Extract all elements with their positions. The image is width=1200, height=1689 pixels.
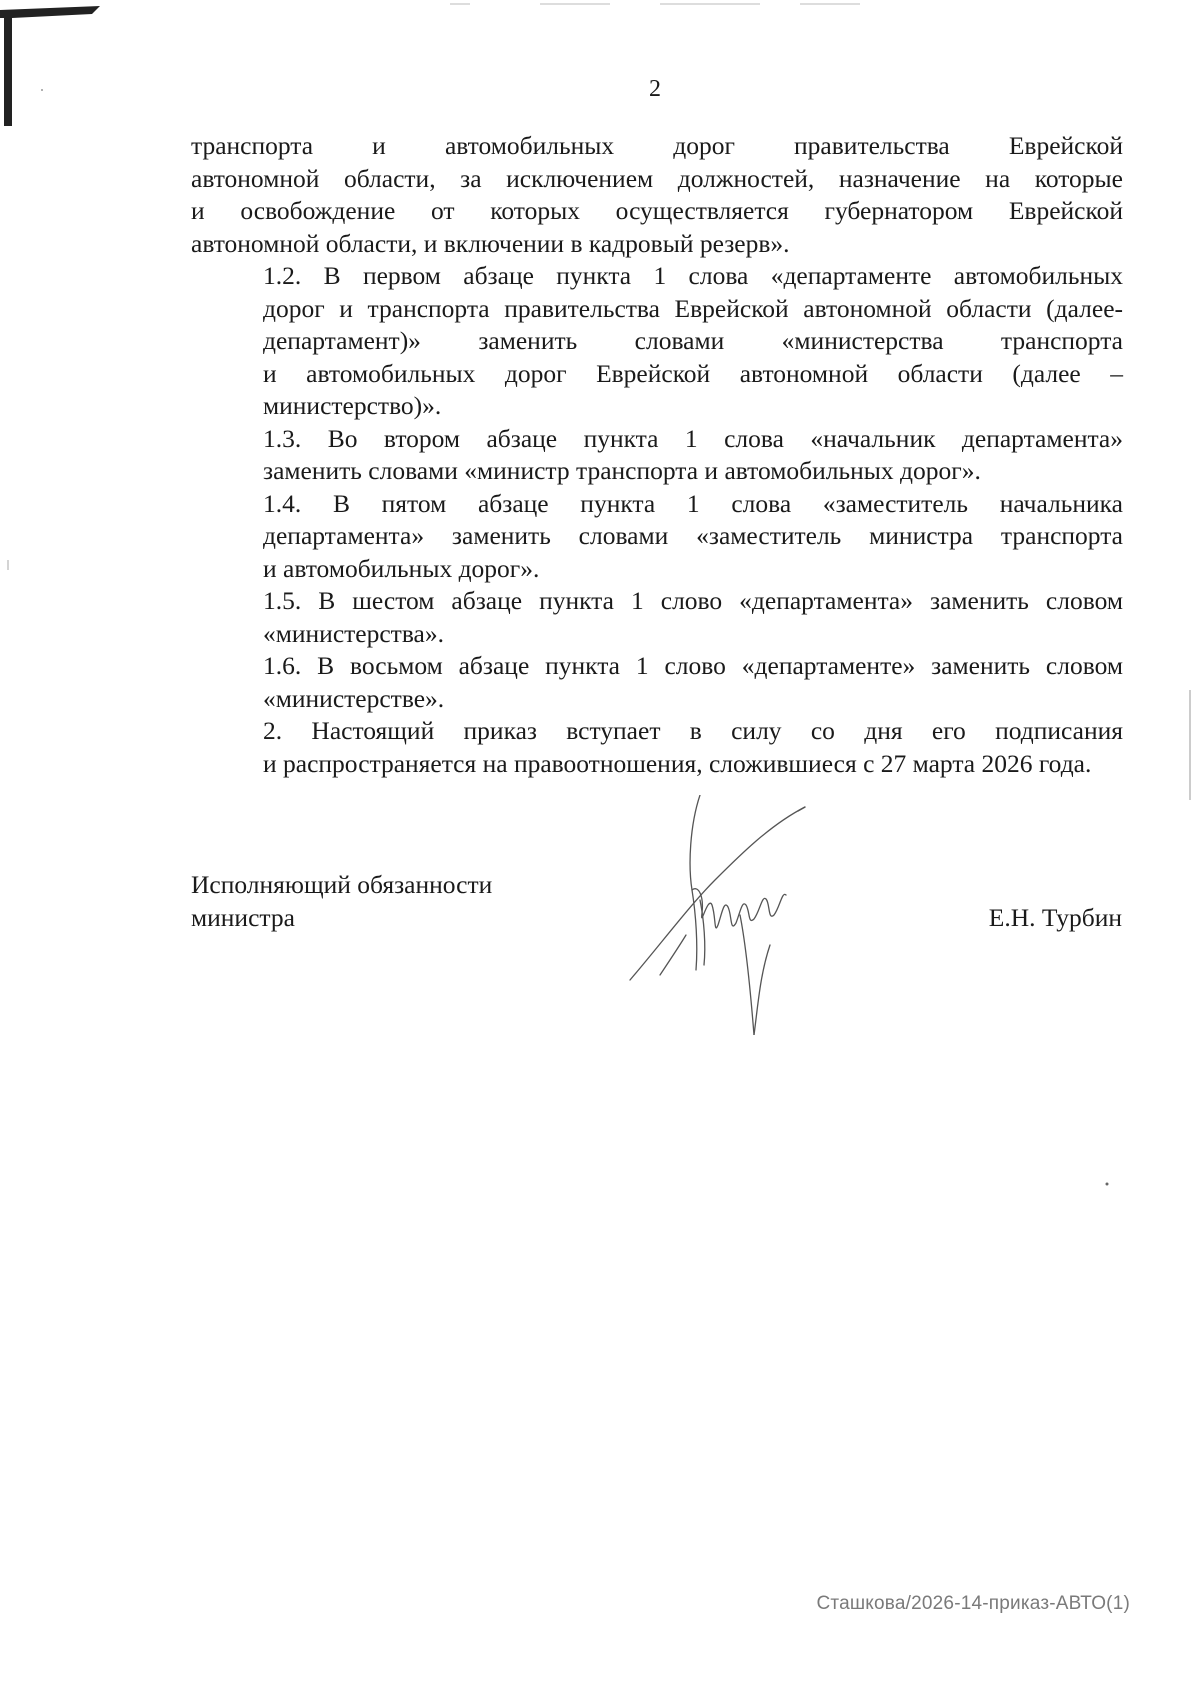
text-line: 2. Настоящий приказ вступает в силу со дня его подписания bbox=[263, 716, 1123, 745]
text-line: 1.4. В пятом абзаце пункта 1 слова «заместитель начальника bbox=[263, 488, 1123, 518]
text-line: автономной области, и включении в кадровый резерв». bbox=[191, 228, 790, 258]
text-line: департамента» заменить словами «заместитель министра транспорта bbox=[263, 521, 1123, 550]
signatory-title-line-2: министра bbox=[191, 903, 295, 932]
text-line: 1.6. В восьмом абзаце пункта 1 слово «департаменте» заменить словом bbox=[263, 651, 1123, 680]
signatory-title-line-1: Исполняющий обязанности bbox=[191, 870, 493, 899]
text-line: 1.2. В первом абзаце пункта 1 слова «департаменте автомобильных bbox=[263, 261, 1123, 290]
text-line: автономной области, за исключением должностей, назначение на которые bbox=[191, 163, 1123, 193]
paragraph bbox=[191, 650, 1123, 715]
text-line: «министерства». bbox=[263, 618, 444, 648]
signatory-title bbox=[191, 868, 492, 934]
text-line: дорог и транспорта правительства Еврейской автономной области (далее- bbox=[263, 293, 1123, 323]
text-line: 1.5. В шестом абзаце пункта 1 слово «департамента» заменить словом bbox=[263, 586, 1123, 615]
text-line: заменить словами «министр транспорта и автомобильных дорог». bbox=[263, 456, 981, 485]
paragraph bbox=[191, 488, 1123, 586]
paragraph bbox=[191, 423, 1123, 488]
text-line: департамент)» заменить словами «министерства транспорта bbox=[263, 326, 1123, 355]
text-line: и автомобильных дорог». bbox=[263, 553, 540, 583]
text-line: и освобождение от которых осуществляется губернатором Еврейской bbox=[191, 196, 1123, 225]
paragraph bbox=[191, 585, 1123, 650]
body-text bbox=[191, 130, 1123, 780]
handwritten-signature bbox=[620, 795, 820, 1035]
paragraph bbox=[191, 260, 1123, 423]
paragraph bbox=[191, 130, 1123, 260]
text-line: и автомобильных дорог Еврейской автономной области (далее – bbox=[263, 358, 1123, 388]
text-line: 1.3. Во втором абзаце пункта 1 слова «начальник департамента» bbox=[263, 423, 1123, 453]
text-line: транспорта и автомобильных дорог правительства Еврейской bbox=[191, 131, 1123, 160]
text-line: министерство)». bbox=[263, 391, 442, 420]
text-line: и распространяется на правоотношения, сложившиеся с 27 марта 2026 года. bbox=[263, 748, 1092, 778]
page-number: 2 bbox=[649, 76, 661, 102]
signatory-name: Е.Н. Турбин bbox=[988, 903, 1122, 932]
paragraph bbox=[191, 715, 1123, 780]
document-reference: Сташкова/2026-14-приказ-АВТО(1) bbox=[816, 1593, 1130, 1614]
text-line: «министерстве». bbox=[263, 683, 445, 713]
